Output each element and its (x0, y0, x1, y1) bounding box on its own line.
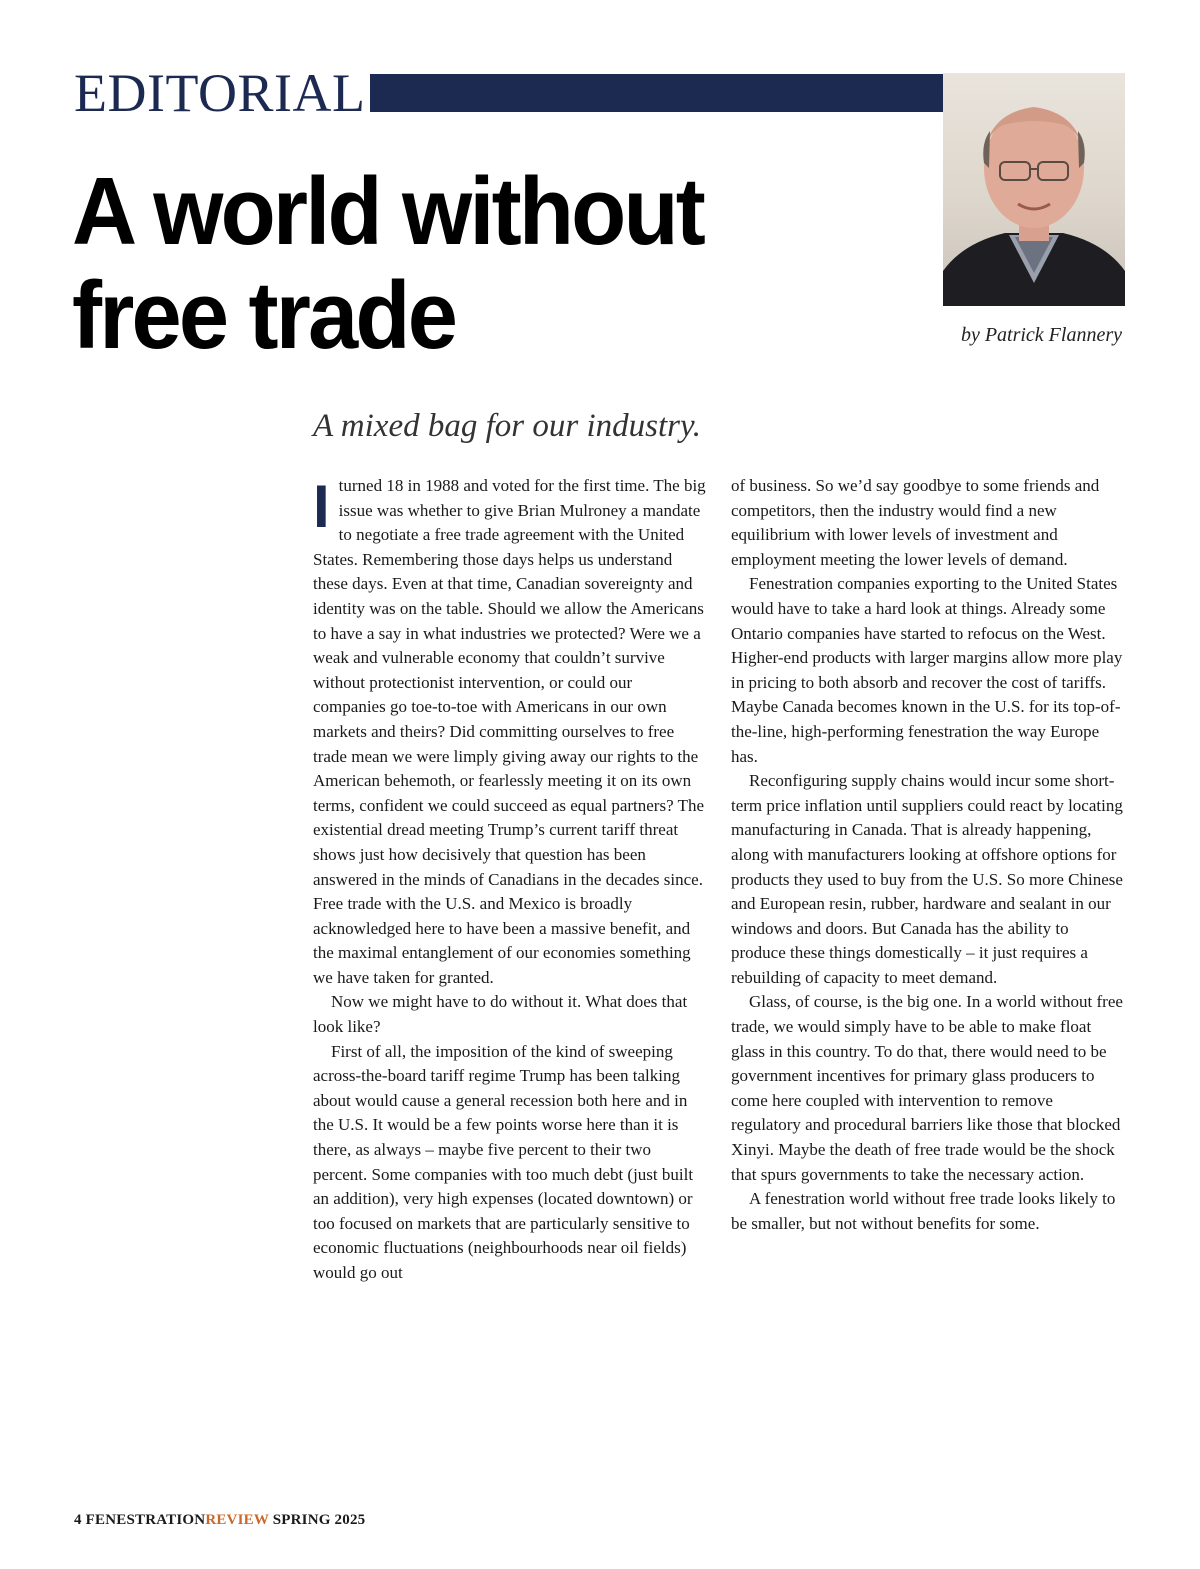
magazine-name-part-2: REVIEW (205, 1512, 269, 1528)
byline: by Patrick Flannery (960, 324, 1122, 346)
headline (72, 160, 786, 368)
article-paragraph: A fenestration world without free trade looks likely to be smaller, but not without benefits for some. (731, 1189, 1116, 1233)
article-paragraph: Glass, of course, is the big one. In a world without free trade, we would simply have to be able to make float glass in this country. To do that, there would need to be government incentives for primary glass producers to come here coupled with intervention to remove regulatory and procedural barriers like those that blocked Xinyi. Maybe the death of free trade would be the shock that spurs governments to take the necessary action. (731, 992, 1123, 1184)
section-label: EDITORIAL (74, 63, 366, 123)
headline-line-1: A world without (72, 158, 704, 265)
paragraph-text: turned 18 in 1988 and voted for the first time. The big issue was whether to give Brian Mulroney a mandate to negotiate a free trade agreement with the United States. Remembering those days helps us understand these days. Even at that time, Canadian sovereignty and identity was on the table. Should we allow the Americans to have a say in what industries we protected? Were we a weak and vulnerable economy that couldn’t survive without protectionist intervention, or could our companies go toe-to-toe with Americans in our own markets and theirs? Did committing ourselves to free trade mean we were limply giving away our rights to the American behemoth, or fearlessly meeting it on its own terms, confident we could succeed as equal partners? The existential dread meeting Trump’s current tariff threat shows just how decisively that question has been answered in the minds of Canadians in the decades since. Free trade with the U.S. and Mexico is broadly acknowledged here to have been a massive benefit, and the maximal entanglement of our economies something we have taken for granted. (313, 476, 706, 987)
author-portrait-illustration (943, 73, 1125, 306)
page-footer (74, 1512, 365, 1529)
article-column-2 (731, 474, 1123, 1236)
page-number: 4 (74, 1512, 82, 1528)
issue-date: SPRING 2025 (272, 1512, 366, 1528)
author-photo (943, 73, 1125, 306)
section-bar (370, 74, 944, 112)
magazine-name-part-1: FENESTRATION (85, 1512, 206, 1528)
drop-cap: I (313, 473, 330, 540)
article-paragraph: First of all, the imposition of the kind of sweeping across-the-board tariff regime Trump has been talking about would cause a general recession both here and in the U.S. It would be a few points worse here than it is there, as always – maybe five percent to their two percent. Some companies with too much debt (just built an addition), very high expenses (located downtown) or too focused on markets that are particularly sensitive to economic fluctuations (neighbourhoods near oil fields) would go out (313, 1041, 694, 1282)
article-paragraph: of business. So we’d say goodbye to some friends and competitors, then the industry would find a new equilibrium with lower levels of investment and employment meeting the lower levels of demand. (731, 476, 1100, 569)
article-paragraph: Fenestration companies exporting to the United States would have to take a hard look at things. Already some Ontario companies have started to refocus on the West. Higher-end products with larger margins allow more play in pricing to both absorb and recover the cost of tariffs. Maybe Canada becomes known in the U.S. for its top-of-the-line, high-performing fenestration the way Europe has. (731, 574, 1123, 766)
article-column-1 (313, 474, 709, 1286)
headline-line-2: free trade (72, 262, 456, 369)
article-paragraph: Now we might have to do without it. What does that look like? (313, 992, 688, 1037)
deck-subtitle: A mixed bag for our industry. (313, 408, 702, 444)
article-paragraph: Reconfiguring supply chains would incur some short-term price inflation until suppliers could react by locating manufacturing in Canada. That is already happening, along with manufacturers looking at offshore options for products they used to buy from the U.S. So more Chinese and European resin, rubber, hardware and sealant in our windows and doors. But Canada has the ability to produce these things domestically – it just requires a rebuilding of capacity to meet demand. (731, 771, 1123, 987)
magazine-name (86, 1512, 269, 1528)
article-paragraph (313, 474, 709, 990)
